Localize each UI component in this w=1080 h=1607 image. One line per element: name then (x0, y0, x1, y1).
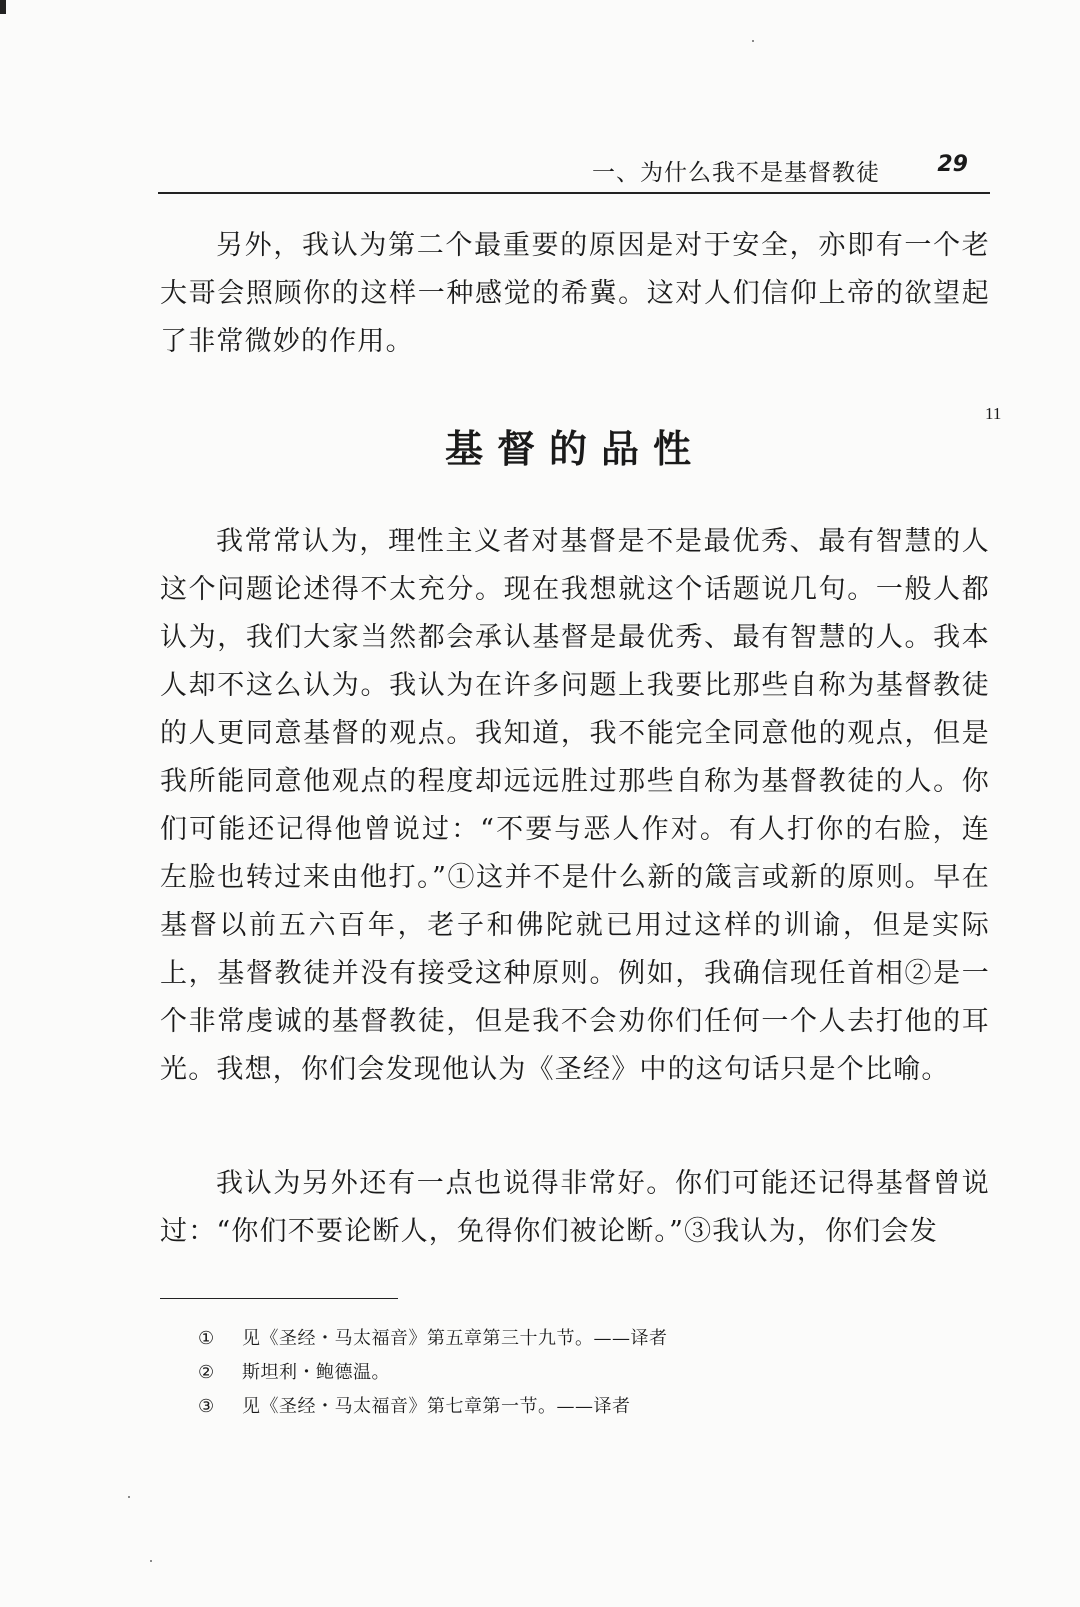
paragraph-2: 我常常认为，理性主义者对基督是不是最优秀、最有智慧的人这个问题论述得不太充分。现在我想就这个话题说几句。一般人都认为，我们大家当然都会承认基督是最优秀、最有智慧的人。我本人却不这么认为。我认为在许多问题上我要比那些自称为基督教徒的人更同意基督的观点。我知道，我不能完全同意他的观点，但是我所能同意他观点的程度却远远胜过那些自称为基督教徒的人。你们可能还记得他曾说过：“不要与恶人作对。有人打你的右脸，连左脸也转过来由他打。”①这并不是什么新的箴言或新的原则。早在基督以前五六百年，老子和佛陀就已用过这样的训谕，但是实际上，基督教徒并没有接受这种原则。例如，我确信现任首相②是一个非常虔诚的基督教徒，但是我不会劝你们任何一个人去打他的耳光。我想，你们会发现他认为《圣经》中的这句话只是个比喻。 (160, 526, 990, 1085)
scan-speck (150, 1560, 152, 1562)
section-heading: 基督的品性 (444, 426, 705, 471)
footnote-divider (160, 1298, 398, 1299)
footnote-item (198, 1322, 978, 1356)
footnote-mark: ③ (198, 1396, 215, 1417)
footnote-mark: ② (198, 1362, 215, 1383)
running-header (158, 150, 990, 194)
page-number: 29 (937, 152, 968, 177)
header-title: 一、为什么我不是基督教徒 (592, 160, 880, 186)
scan-speck (752, 40, 754, 42)
scan-speck (128, 1496, 130, 1498)
footnote-item (198, 1390, 978, 1424)
footnote-mark: ① (198, 1328, 215, 1349)
footnote-text: 见《圣经・马太福音》第七章第一节。——译者 (242, 1396, 631, 1417)
scan-corner-mark (0, 0, 6, 14)
footnote-text: 斯坦利・鲍德温。 (242, 1362, 390, 1383)
paragraph-3: 我认为另外还有一点也说得非常好。你们可能还记得基督曾说过：“你们不要论断人，免得你们被论断。”③我认为，你们会发 (160, 1168, 990, 1247)
paragraph-1: 另外，我认为第二个最重要的原因是对于安全，亦即有一个老大哥会照顾你的这样一种感觉的希冀。这对人们信仰上帝的欲望起了非常微妙的作用。 (160, 230, 990, 357)
footnotes (198, 1322, 978, 1424)
margin-page-reference: 11 (985, 404, 1002, 423)
footnote-item (198, 1356, 978, 1390)
footnote-text: 见《圣经・马太福音》第五章第三十九节。——译者 (242, 1328, 668, 1349)
